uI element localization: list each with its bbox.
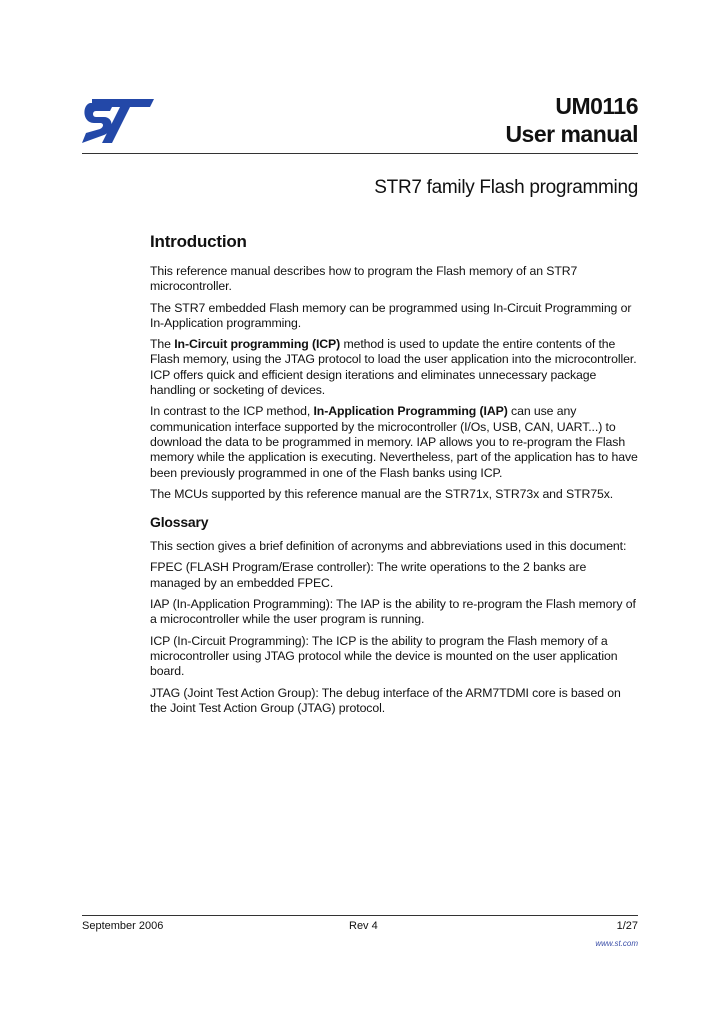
header-divider — [82, 153, 638, 154]
footer-divider — [82, 915, 638, 916]
footer-page-number: 1/27 — [616, 920, 638, 932]
intro-paragraph-5: The MCUs supported by this reference manual are the STR71x, STR73x and STR75x. — [150, 486, 614, 501]
footer-revision: Rev 4 — [349, 920, 378, 932]
glossary-item-icp: ICP (In-Circuit Programming): The ICP is the ability to program the Flash memory of a microcontroller using JTAG protocol while the device is mounted on the user application board. — [150, 633, 618, 679]
intro-paragraph-4: In contrast to the ICP method, In-Application Programming (IAP) can use any communication interface supported by the microcontroller (I/Os, USB, CAN, UART...) to download the data to be programmed in memory. IAP allows you to re-program the Flash memory while the application is executing. Nevertheless, part of the application has to have been previously programmed in one of the Flash banks using ICP. — [150, 404, 638, 480]
document-id: UM0116 — [555, 93, 638, 119]
glossary-heading: Glossary — [150, 514, 209, 531]
glossary-item-fpec: FPEC (FLASH Program/Erase controller): The write operations to the 2 banks are managed by an embedded FPEC. — [150, 560, 587, 590]
introduction-heading: Introduction — [150, 232, 247, 251]
icp-term: In-Circuit programming (ICP) — [174, 337, 341, 352]
footer-website-link[interactable]: www.st.com — [595, 939, 638, 948]
st-logo-icon — [80, 97, 156, 145]
intro-paragraph-3: The In-Circuit programming (ICP) method is used to update the entire contents of the Flash memory, using the JTAG protocol to load the user application into the microcontroller. ICP offers quick and efficient design iterations and eliminates unnecessary package handling or socketing of devices. — [150, 337, 637, 398]
iap-term: In-Application Programming (IAP) — [313, 404, 508, 419]
glossary-item-iap: IAP (In-Application Programming): The IAP is the ability to re-program the Flash memory of a microcontroller while the user program is running. — [150, 597, 636, 627]
main-content — [150, 232, 640, 722]
glossary-item-jtag: JTAG (Joint Test Action Group): The debug interface of the ARM7TDMI core is based on the Joint Test Action Group (JTAG) protocol. — [150, 685, 621, 715]
footer-date: September 2006 — [82, 920, 164, 932]
intro-paragraph-1: This reference manual describes how to program the Flash memory of an STR7 microcontroller. — [150, 264, 578, 294]
document-title: STR7 family Flash programming — [374, 177, 638, 198]
glossary-intro: This section gives a brief definition of acronyms and abbreviations used in this document: — [150, 539, 627, 554]
document-type: User manual — [505, 121, 638, 147]
intro-paragraph-2: The STR7 embedded Flash memory can be programmed using In-Circuit Programming or In-Application programming. — [150, 300, 632, 330]
